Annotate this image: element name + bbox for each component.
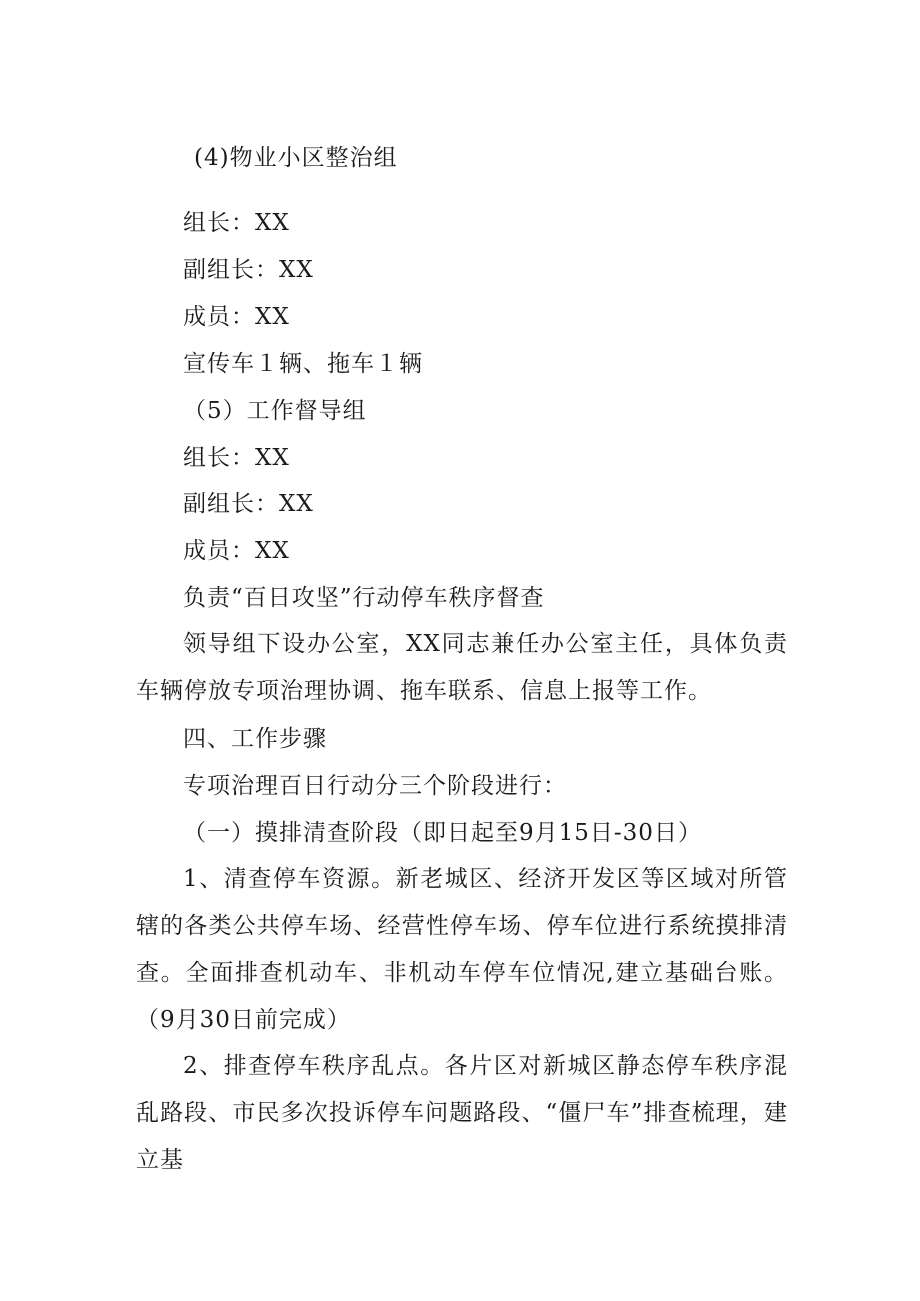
stage1-heading: （一）摸排清查阶段（即日起至9月15日-30日） [183, 820, 702, 846]
group4-title: (4)物业小区整治组 [194, 145, 398, 171]
item1-paragraph: 1、清查停车资源。新老城区、经济开发区等区域对所管辖的各类公共停车场、经营性停车场、停车位进行系统摸排清查。全面排查机动车、非机动车停车位情况,建立基础台账。（9月30日前完成） [136, 866, 788, 1033]
group5-leader: 组长：XX [183, 445, 290, 471]
group5-title: （5）工作督导组 [183, 398, 367, 424]
group5-deputy: 副组长：XX [183, 491, 314, 517]
group4-members: 成员：XX [183, 304, 290, 330]
office-paragraph: 领导组下设办公室，XX同志兼任办公室主任，具体负责车辆停放专项治理协调、拖车联系、信息上报等工作。 [136, 631, 788, 704]
group4-vehicles: 宣传车１辆、拖车１辆 [183, 351, 423, 377]
group5-members: 成员：XX [183, 538, 290, 564]
group5-duty: 负责“百日攻坚”行动停车秩序督查 [183, 585, 545, 611]
item2-paragraph: 2、排查停车秩序乱点。各片区对新城区静态停车秩序混乱路段、市民多次投诉停车问题路段、“僵尸车”排查梳理，建立基 [136, 1053, 788, 1173]
group4-leader: 组长：XX [183, 210, 290, 236]
stages-intro: 专项治理百日行动分三个阶段进行： [183, 773, 567, 799]
section4-heading: 四、工作步骤 [183, 726, 327, 752]
group4-deputy: 副组长：XX [183, 257, 314, 283]
